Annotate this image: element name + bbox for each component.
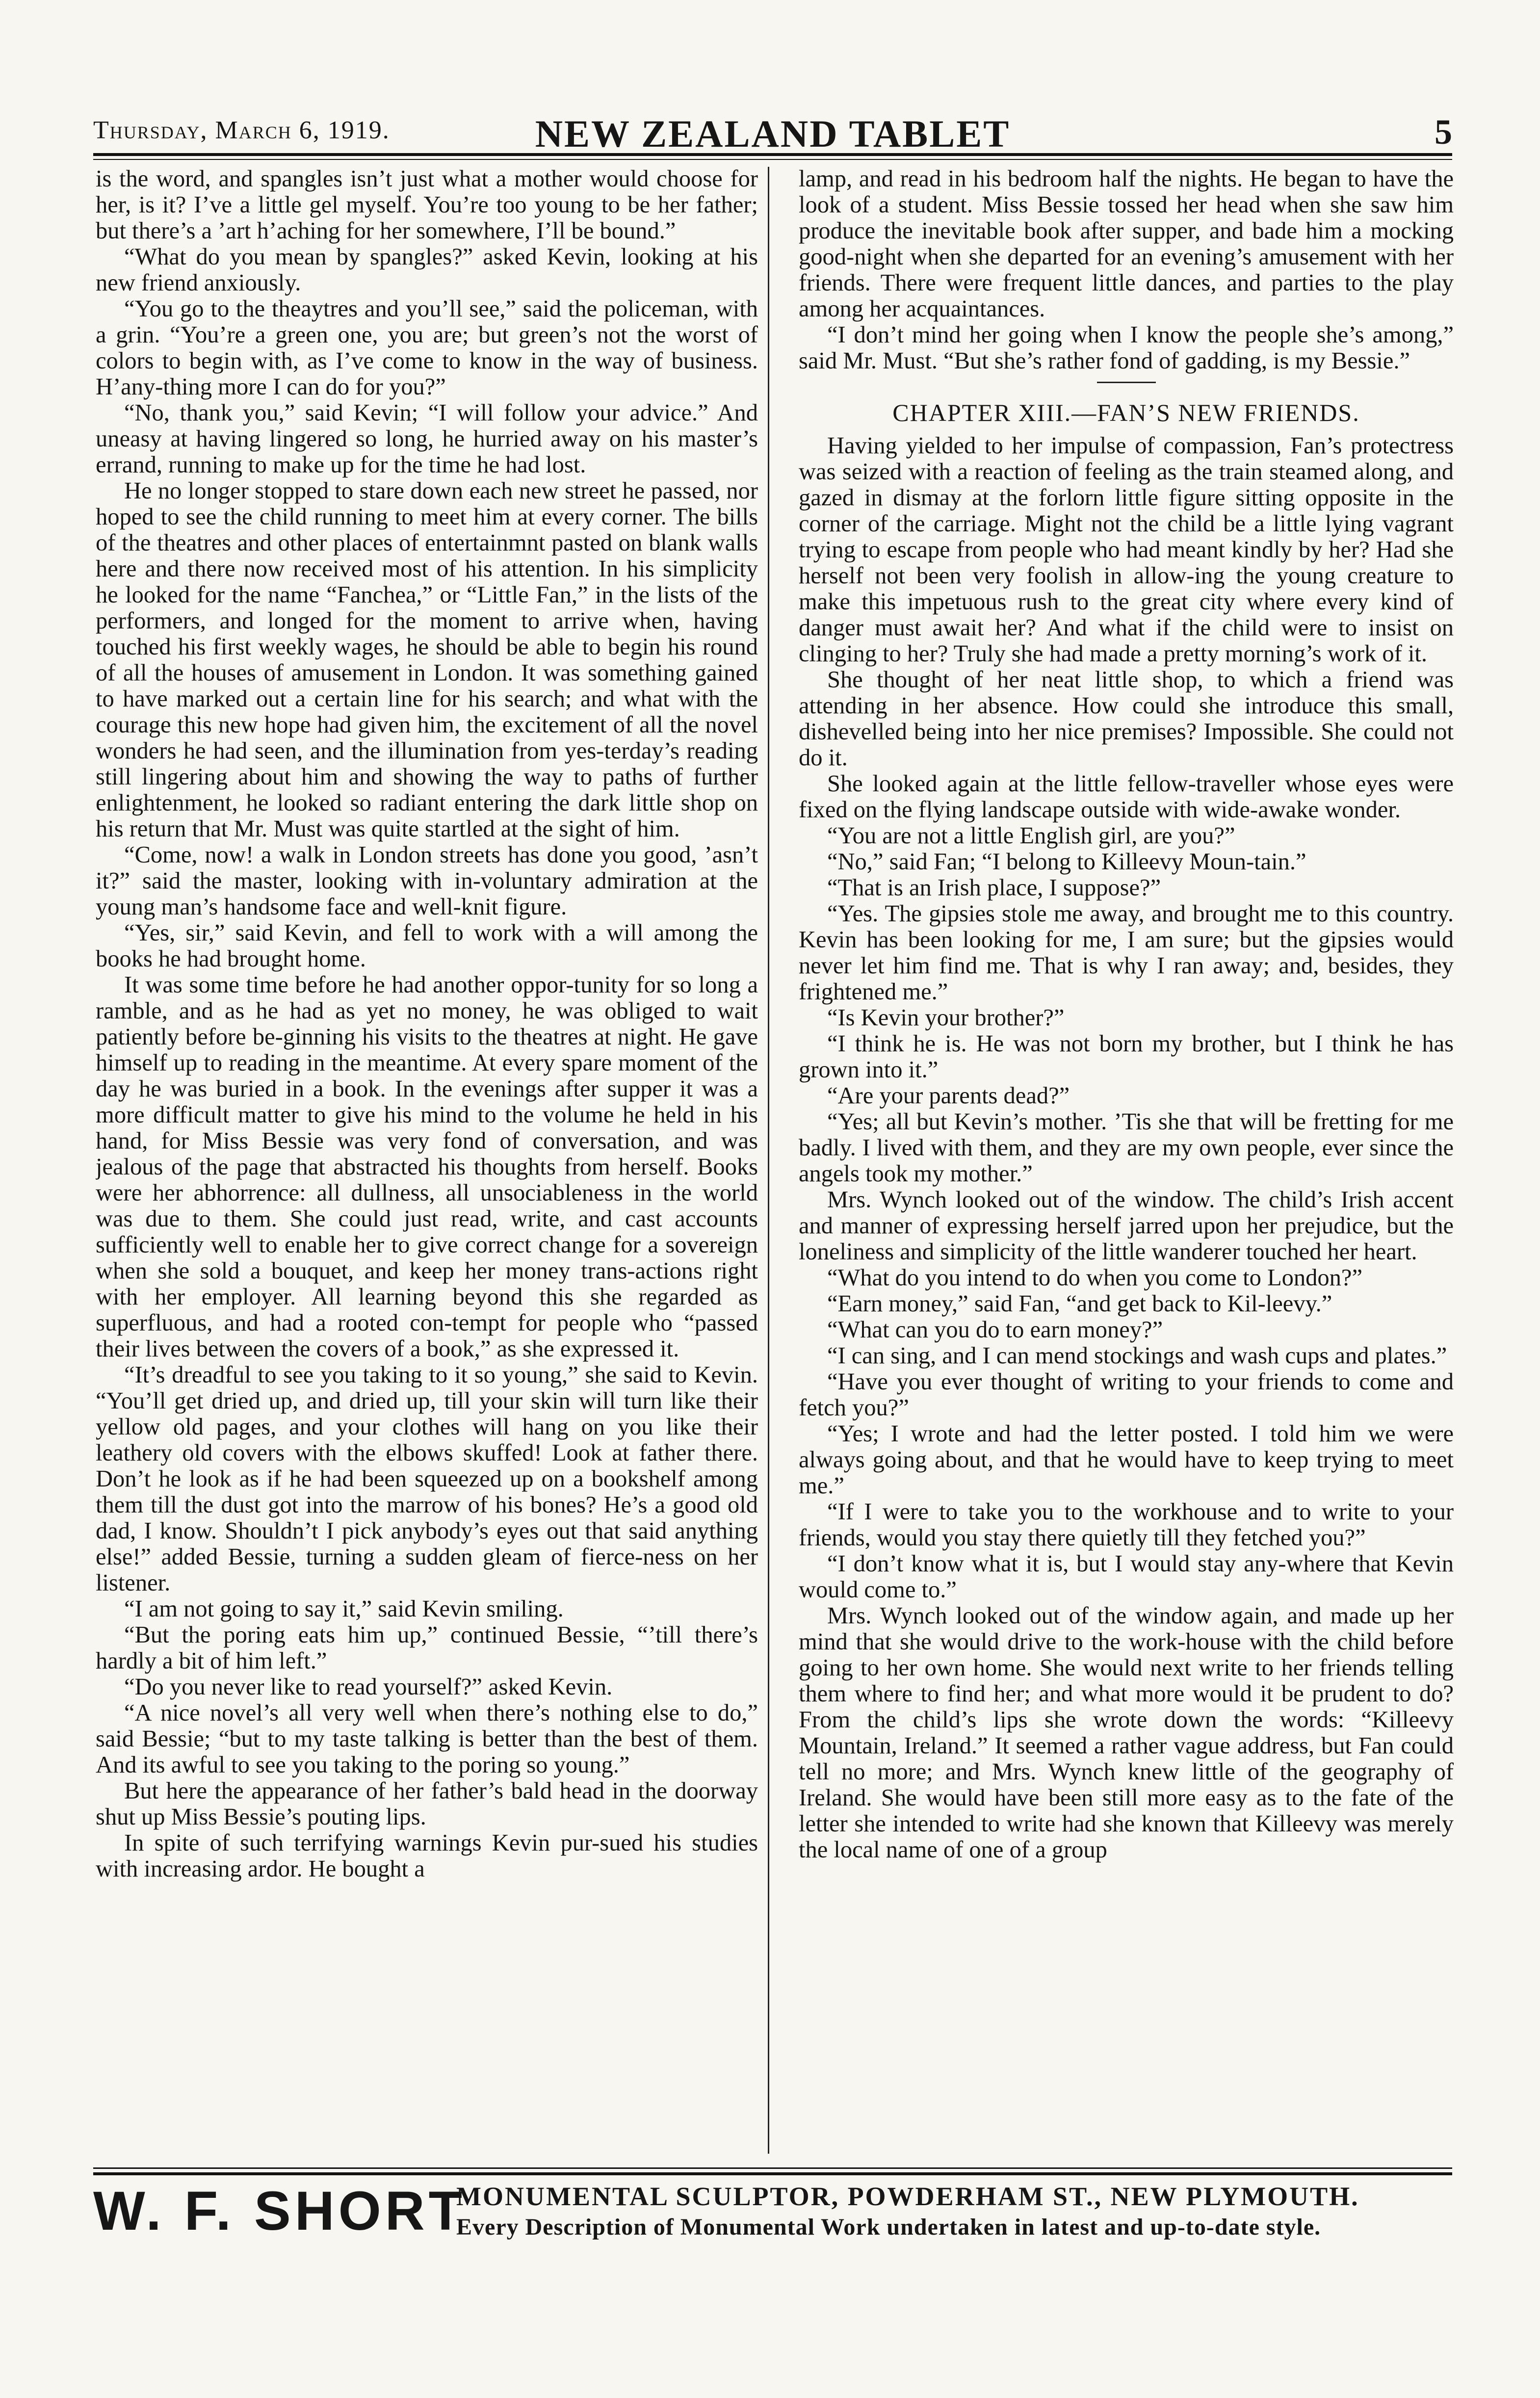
advertisement-tagline: Every Description of Monumental Work undertaken in latest and up-to-date style. bbox=[456, 2214, 1321, 2240]
header-rule-thick bbox=[93, 153, 1452, 156]
paragraph: Having yielded to her impulse of compassion, Fan’s protectress was seized with a reaction of feeling as the train steamed along, and gazed in dismay at the forlorn little figure sitting opposite in the corner of the carriage. Might not the child be a little lying vagrant trying to escape from people who had meant kindly by her? Had she herself not been very foolish in allow-ing the young creature to make this impetuous rush to the great city where every kind of danger must await her? And what if the child were to insist on clinging to her? Truly she had made a pretty morning’s work of it. bbox=[799, 433, 1454, 667]
advertiser-name: W. F. SHORT bbox=[93, 2180, 466, 2242]
paragraph: “If I were to take you to the workhouse and to write to your friends, would you stay there quietly till they fetched you?” bbox=[799, 1499, 1454, 1551]
paragraph: “Yes. The gipsies stole me away, and brought me to this country. Kevin has been looking for me, I am sure; but the gipsies would never let him find me. That is why I ran away; and, besides, they frightened me.” bbox=[799, 901, 1454, 1005]
column-divider bbox=[768, 167, 769, 2154]
paragraph: “I am not going to say it,” said Kevin smiling. bbox=[124, 1596, 564, 1622]
paragraph: She looked again at the little fellow-traveller whose eyes were fixed on the flying landscape outside with wide-awake wonder. bbox=[799, 771, 1454, 823]
paragraph: “Have you ever thought of writing to your friends to come and fetch you?” bbox=[799, 1369, 1454, 1421]
paragraph: “Come, now! a walk in London streets has done you good, ’asn’t it?” said the master, looking with in-voluntary admiration at the young man’s handsome face and well-knit figure. bbox=[96, 842, 758, 920]
paragraph: “Is Kevin your brother?” bbox=[827, 1005, 1065, 1031]
paragraph: He no longer stopped to stare down each new street he passed, nor hoped to see the child running to meet him at every corner. The bills of the theatres and other places of entertainmnt pasted on blank walls here and there now received most of his attention. In his simplicity he looked for the name “Fanchea,” or “Little Fan,” in the lists of the performers, and longed for the moment to arrive when, having touched his first weekly wages, he should be able to begin his round of all the houses of amusement in London. It was something gained to have marked out a certain line for his search; and what with the courage this new hope had given him, the excitement of all the novel wonders he had seen, and the illumination from yes-terday’s reading still lingering about him and showing the way to paths of further enlightenment, he looked so radiant entering the dark little shop on his return that Mr. Must was quite startled at the sight of him. bbox=[96, 478, 758, 842]
paragraph: “No, thank you,” said Kevin; “I will follow your advice.” And uneasy at having lingered so long, he hurried away on his master’s errand, running to make up for the time he had lost. bbox=[96, 400, 758, 478]
paragraph: “I don’t know what it is, but I would stay any-where that Kevin would come to.” bbox=[799, 1551, 1454, 1603]
paragraph: She thought of her neat little shop, to which a friend was attending in her absence. How could she introduce this small, dishevelled being into her nice premises? Impossible. She could not do it. bbox=[799, 667, 1454, 771]
page-number: 5 bbox=[1435, 112, 1452, 152]
paragraph: But here the appearance of her father’s bald head in the doorway shut up Miss Bessie’s pouting lips. bbox=[96, 1778, 758, 1830]
footer-rule-thin bbox=[93, 2167, 1452, 2169]
masthead-title: NEW ZEALAND TABLET bbox=[535, 112, 1011, 155]
paragraph: “Yes; I wrote and had the letter posted. I told him we were always going about, and that he would have to keep trying to meet me.” bbox=[799, 1421, 1454, 1499]
issue-date: Thursday, March 6, 1919. bbox=[93, 116, 390, 144]
paragraph: “Are your parents dead?” bbox=[827, 1083, 1070, 1109]
chapter-heading: CHAPTER XIII.—FAN’S NEW FRIENDS. bbox=[892, 399, 1360, 426]
paragraph: Mrs. Wynch looked out of the window. The child’s Irish accent and manner of expressing herself jarred upon her prejudice, but the loneliness and simplicity of the little wanderer touched her heart. bbox=[799, 1187, 1454, 1265]
paragraph: Mrs. Wynch looked out of the window again, and made up her mind that she would drive to the work-house with the child before going to her own home. She would next write to her friends telling them where to find her; and what more would it be prudent to do? From the child’s lips she wrote down the words: “Killeevy Mountain, Ireland.” It seemed a rather vague address, but Fan could tell no more; and Mrs. Wynch knew little of the geography of Ireland. She would have been still more easy as to the fate of the letter she intended to write had she known that Killeevy was merely the local name of one of a group bbox=[799, 1603, 1454, 1863]
paragraph: “You go to the theaytres and you’ll see,” said the policeman, with a grin. “You’re a green one, you are; but green’s not the worst of colors to begin with, as I’ve come to know in the way of business. H’any-thing more I can do for you?” bbox=[96, 296, 758, 400]
paragraph: In spite of such terrifying warnings Kevin pur-sued his studies with increasing ardor. He bought a bbox=[96, 1830, 758, 1882]
paragraph: is the word, and spangles isn’t just what a mother would choose for her, is it? I’ve a little gel myself. You’re too young to be her father; but there’s a ’art h’aching for her somewhere, I’ll be bound.” bbox=[96, 166, 758, 244]
left-column bbox=[96, 166, 758, 2158]
paragraph: “I don’t mind her going when I know the people she’s among,” said Mr. Must. “But she’s rather fond of gadding, is my Bessie.” bbox=[799, 322, 1454, 374]
paragraph: “You are not a little English girl, are you?” bbox=[827, 823, 1235, 849]
footer-rule-thick bbox=[93, 2172, 1452, 2175]
paragraph: “What do you intend to do when you come to London?” bbox=[827, 1265, 1362, 1291]
right-column bbox=[799, 166, 1454, 2158]
paragraph: It was some time before he had another oppor-tunity for so long a ramble, and as he had as yet no money, he was obliged to wait patiently before be-ginning his visits to the theatres at night. He gave himself up to reading in the meantime. At every spare moment of the day he was buried in a book. In the evenings after supper it was a more difficult matter to give his mind to the volume he held in his hand, for Miss Bessie was very fond of conversation, and was jealous of the page that abstracted his thoughts from herself. Books were her abhorrence: all dullness, all unsociableness in the world was due to them. She could just read, write, and cast accounts sufficiently well to enable her to give correct change for a sovereign when she sold a bouquet, and keep her money trans-actions right with her employer. All learning beyond this she regarded as superfluous, and had a rooted con-tempt for people who “passed their lives between the covers of a book,” as she expressed it. bbox=[96, 972, 758, 1362]
paragraph: “Yes; all but Kevin’s mother. ’Tis she that will be fretting for me badly. I lived with them, and they are my own people, ever since the angels took my mother.” bbox=[799, 1109, 1454, 1187]
paragraph: “Earn money,” said Fan, “and get back to Kil-leevy.” bbox=[827, 1291, 1332, 1317]
paragraph: lamp, and read in his bedroom half the nights. He began to have the look of a student. Miss Bessie tossed her head when she saw him produce the inevitable book after supper, and bade him a mocking good-night when she departed for an evening’s amusement with her friends. There were frequent little dances, and parties to the play among her acquaintances. bbox=[799, 166, 1454, 322]
paragraph: “That is an Irish place, I suppose?” bbox=[827, 875, 1161, 901]
section-divider bbox=[1097, 382, 1156, 383]
paragraph: “What do you mean by spangles?” asked Kevin, looking at his new friend anxiously. bbox=[96, 244, 758, 296]
paragraph: “I think he is. He was not born my brother, but I think he has grown into it.” bbox=[799, 1031, 1454, 1083]
paragraph: “What can you do to earn money?” bbox=[827, 1317, 1163, 1343]
paragraph: “No,” said Fan; “I belong to Killeevy Moun-tain.” bbox=[827, 849, 1306, 875]
paragraph: “I can sing, and I can mend stockings and wash cups and plates.” bbox=[827, 1343, 1447, 1369]
paragraph: “It’s dreadful to see you taking to it so young,” she said to Kevin. “You’ll get dried up, and dried up, till your skin will turn like their yellow old pages, and your clothes will hang on you like their leathery old covers with the elbows skuffed! Look at father there. Don’t he look as if he had been squeezed up on a bookshelf among them till the dust got into the marrow of his bones? He’s a good old dad, I know. Shouldn’t I pick anybody’s eyes out that said anything else!” added Bessie, turning a sudden gleam of fierce-ness on her listener. bbox=[96, 1362, 758, 1596]
advertisement bbox=[93, 2179, 1452, 2268]
paragraph: “But the poring eats him up,” continued Bessie, “’till there’s hardly a bit of him left.” bbox=[96, 1622, 758, 1674]
advertisement-headline: MONUMENTAL SCULPTOR, POWDERHAM ST., NEW PLYMOUTH. bbox=[456, 2182, 1359, 2211]
paragraph: “A nice novel’s all very well when there’s nothing else to do,” said Bessie; “but to my taste talking is better than the best of them. And its awful to see you taking to the poring so young.” bbox=[96, 1700, 758, 1778]
paragraph: “Do you never like to read yourself?” asked Kevin. bbox=[124, 1674, 613, 1700]
page-header bbox=[93, 112, 1452, 156]
header-rule-thin bbox=[93, 159, 1452, 160]
paragraph: “Yes, sir,” said Kevin, and fell to work with a will among the books he had brought home. bbox=[96, 920, 758, 972]
